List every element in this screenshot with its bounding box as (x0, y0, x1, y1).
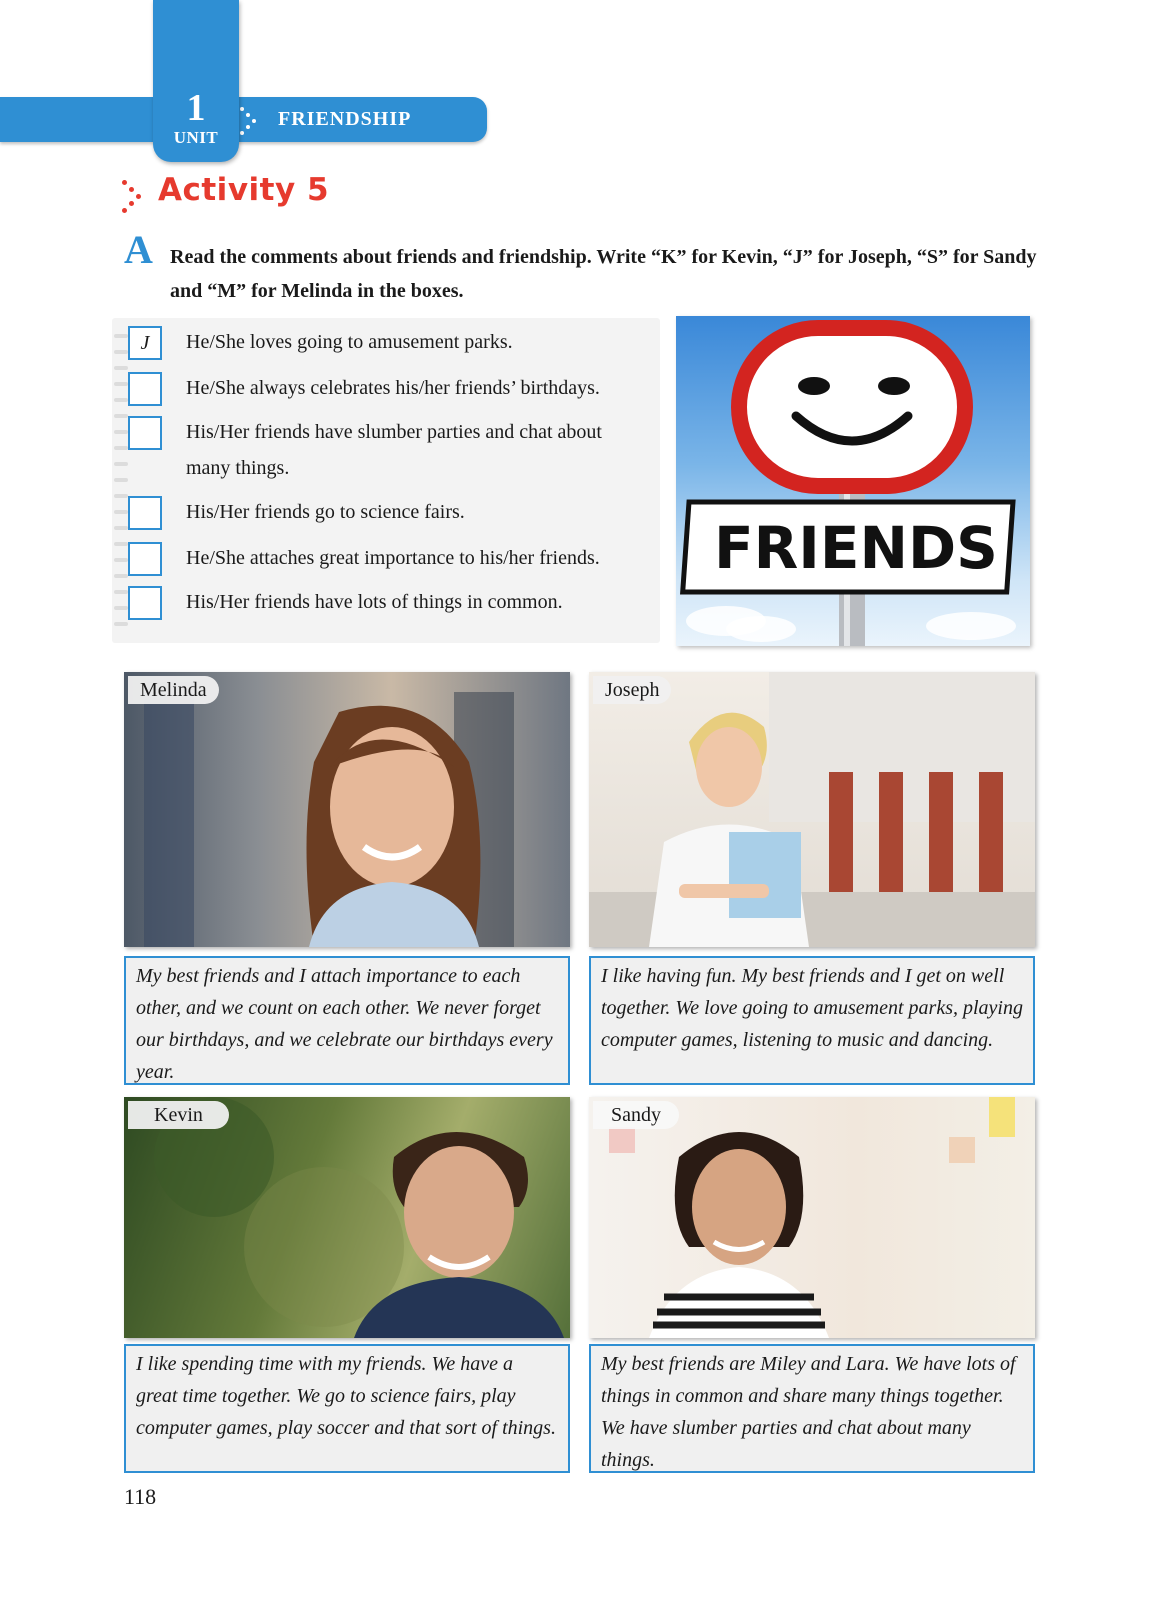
statement-text: He/She attaches great importance to his/her friends. (186, 547, 600, 569)
section-letter: A (124, 227, 153, 272)
statement-text: His/Her friends have slumber parties and chat about many things. (186, 421, 602, 479)
statement-text: His/Her friends go to science fairs. (186, 501, 465, 523)
instruction-text: Read the comments about friends and friendship. Write “K” for Kevin, “J” for Joseph, “S” for Sandy and “M” for Melinda in the boxes. (170, 246, 1037, 302)
unit-title: FRIENDSHIP (278, 108, 412, 130)
quote-box: My best friends are Miley and Lara. We have lots of things in common and share many things together. We have slumber parties and chat about many things. (589, 1344, 1035, 1473)
answer-box[interactable] (128, 542, 162, 576)
activity-title: Activity 5 (158, 172, 330, 208)
answer-box[interactable]: J (128, 326, 162, 360)
person-image (124, 1097, 570, 1338)
unit-tab (153, 0, 239, 162)
quote-box: My best friends and I attach importance to each other, and we count on each other. We never forget our birthdays, and we celebrate our birthdays every year. (124, 956, 570, 1085)
smiley-sign-icon (676, 316, 1030, 646)
answer-box[interactable] (128, 372, 162, 406)
answer-box[interactable] (128, 586, 162, 620)
name-tag: Joseph (593, 676, 671, 704)
photo-melinda (124, 672, 570, 947)
name-tag: Melinda (128, 676, 219, 704)
quote-box: I like having fun. My best friends and I get on well together. We love going to amusement parks, playing computer games, listening to music and dancing. (589, 956, 1035, 1085)
page-number: 118 (124, 1484, 157, 1509)
person-image (124, 672, 570, 947)
photo-kevin (124, 1097, 570, 1338)
sign-text: FRIENDS (714, 514, 998, 582)
answer-box[interactable] (128, 416, 162, 450)
unit-label: UNIT (173, 128, 219, 147)
statement-text: He/She always celebrates his/her friends’ birthdays. (186, 377, 600, 399)
answer-box[interactable] (128, 496, 162, 530)
statement-text: He/She loves going to amusement parks. (186, 331, 513, 353)
unit-banner (0, 97, 487, 142)
quote-box: I like spending time with my friends. We have a great time together. We go to science fairs, play computer games, play soccer and that sort of things. (124, 1344, 570, 1473)
person-image (589, 1097, 1035, 1338)
photo-joseph (589, 672, 1035, 947)
unit-number: 1 (186, 87, 206, 129)
person-image (589, 672, 1035, 947)
statement-text: His/Her friends have lots of things in common. (186, 591, 563, 613)
name-tag: Sandy (593, 1101, 679, 1129)
name-tag: Kevin (128, 1101, 229, 1129)
photo-sandy (589, 1097, 1035, 1338)
friends-sign-image (676, 316, 1030, 646)
